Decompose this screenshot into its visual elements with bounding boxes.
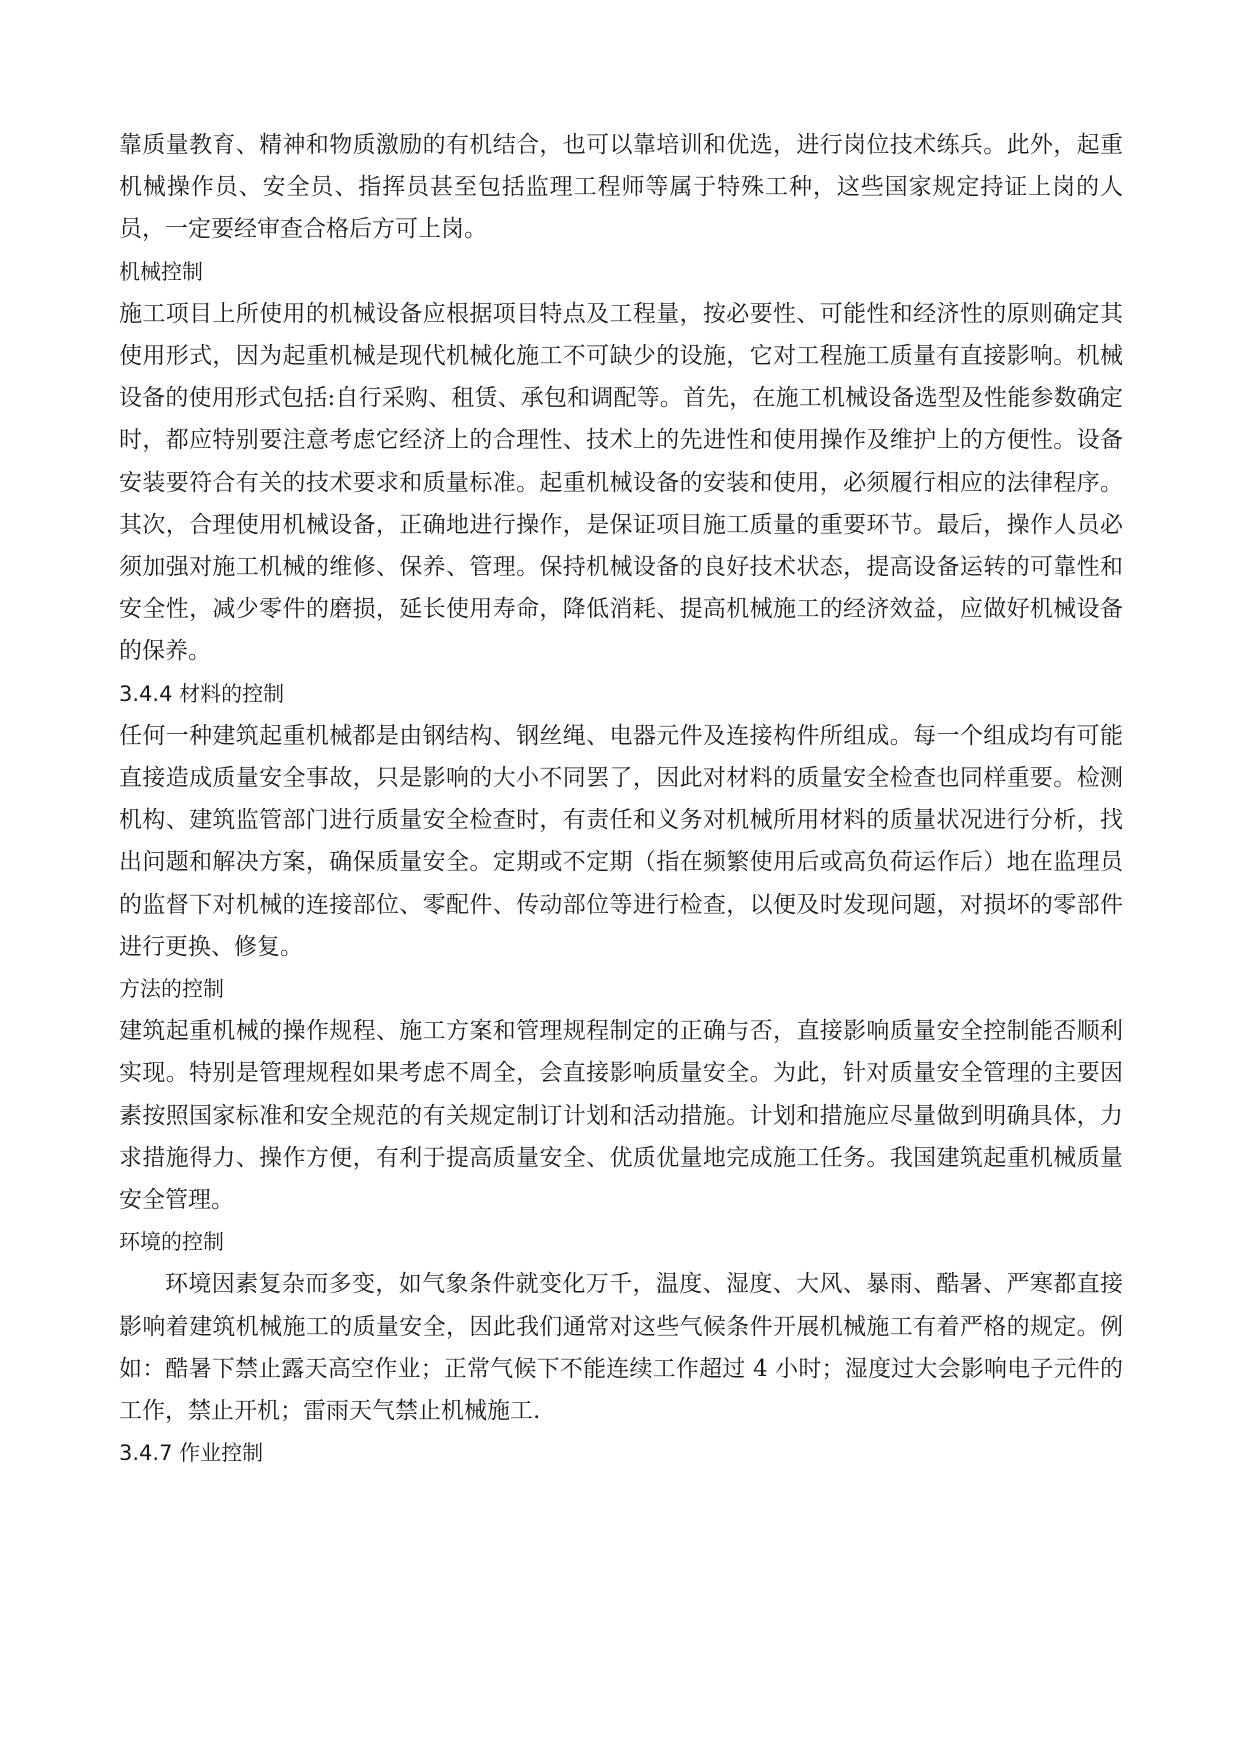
- paragraph-material-control: 任何一种建筑起重机械都是由钢结构、钢丝绳、电器元件及连接构件所组成。每一个组成均有可能直接造成质量安全事故，只是影响的大小不同罢了，因此对材料的质量安全检查也同样重要。检测机构、建筑监管部门进行质量安全检查时，有责任和义务对机械所用材料的质量状况进行分析，找出问题和解决方案，确保质量安全。定期或不定期（指在频繁使用后或高负荷运作后）地在监理员的监督下对机械的连接部位、零配件、传动部位等进行检查，以便及时发现问题，对损坏的零部件进行更换、修复。: [119, 722, 1123, 960]
- heading-environment-control: 环境的控制: [119, 1230, 224, 1255]
- paragraph-method-control: 建筑起重机械的操作规程、施工方案和管理规程制定的正确与否，直接影响质量安全控制能否顺利实现。特别是管理规程如果考虑不周全，会直接影响质量安全。为此，针对质量安全管理的主要因素按照国家标准和安全规范的有关规定制订计划和活动措施。计划和措施应尽量做到明确具体，力求措施得力、操作方便，有利于提高质量安全、优质优量地完成施工任务。我国建筑起重机械质量安全管理。: [119, 1018, 1123, 1214]
- paragraph-environment-control: 环境因素复杂而多变，如气象条件就变化万千，温度、湿度、大风、暴雨、酷暑、严寒都直接影响着建筑机械施工的质量安全，因此我们通常对这些气候条件开展机械施工有着严格的规定。例如：酷暑下禁止露天高空作业；正常气候下不能连续工作超过 4 小时；湿度过大会影响电子元件的工作，禁止开机；雷雨天气禁止机械施工.: [119, 1271, 1123, 1425]
- paragraph-machinery-control: 施工项目上所使用的机械设备应根据项目特点及工程量，按必要性、可能性和经济性的原则确定其使用形式，因为起重机械是现代机械化施工不可缺少的设施，它对工程施工质量有直接影响。机械设备的使用形式包括:自行采购、租赁、承包和调配等。首先，在施工机械设备选型及性能参数确定时，都应特别要注意考虑它经济上的合理性、技术上的先进性和使用操作及维护上的方便性。设备安装要符合有关的技术要求和质量标准。起重机械设备的安装和使用，必须履行相应的法律程序。其次，合理使用机械设备，正确地进行操作，是保证项目施工质量的重要环节。最后，操作人员必须加强对施工机械的维修、保养、管理。保持机械设备的良好技术状态，提高设备运转的可靠性和安全性，减少零件的磨损，延长使用寿命，降低消耗、提高机械施工的经济效益，应做好机械设备的保养。: [119, 300, 1123, 665]
- paragraph-personnel-training: 靠质量教育、精神和物质激励的有机结合，也可以靠培训和优选，进行岗位技术练兵。此外，起重机械操作员、安全员、指挥员甚至包括监理工程师等属于特殊工种，这些国家规定持证上岗的人员，一定要经审查合格后方可上岗。: [119, 132, 1123, 243]
- heading-operation-control: 3.4.7 作业控制: [119, 1441, 264, 1466]
- heading-material-control: 3.4.4 材料的控制: [119, 681, 285, 706]
- heading-machinery-control: 机械控制: [119, 259, 203, 284]
- document-body: [119, 124, 1123, 1475]
- heading-method-control: 方法的控制: [119, 977, 224, 1002]
